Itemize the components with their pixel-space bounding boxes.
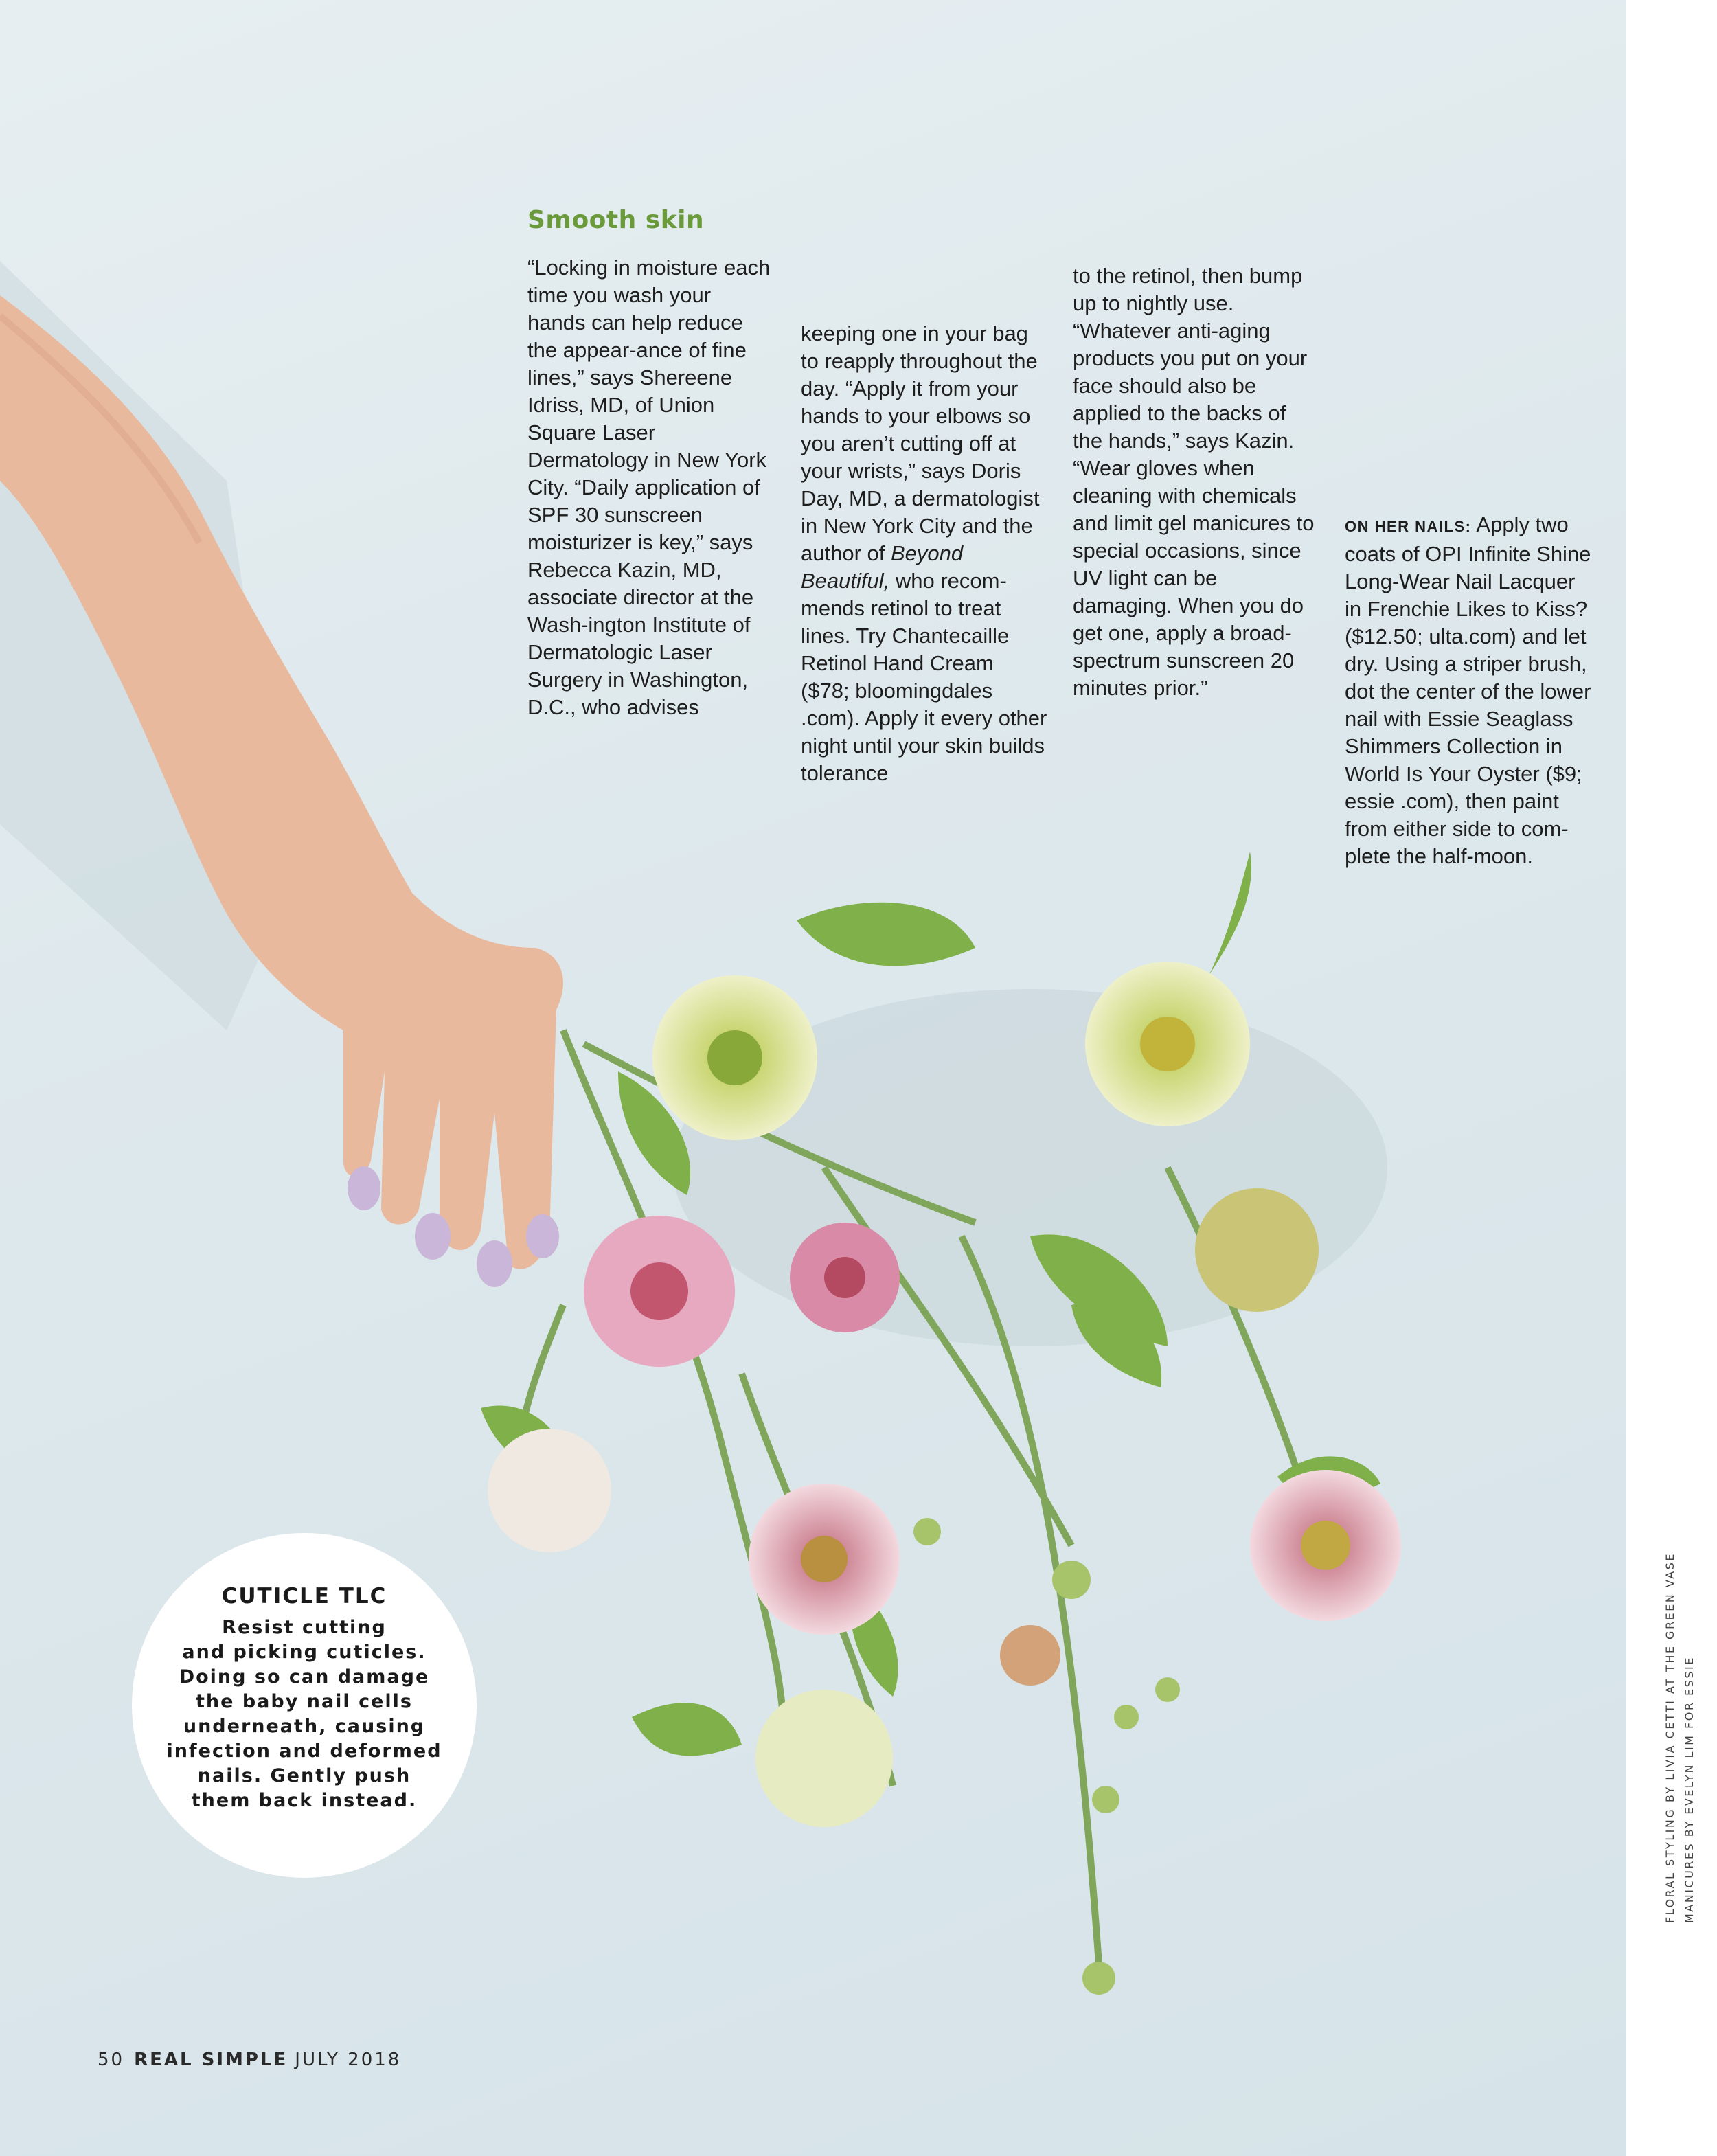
nails-caption-text xyxy=(1345,511,1592,870)
credit-line-1: FLORAL STYLING BY LIVIA CETTI AT THE GREEN VASE xyxy=(1663,1552,1676,1923)
book-title: Beyond Beautiful, xyxy=(801,541,964,593)
article-column-1 xyxy=(527,254,775,721)
cuticle-tip-body: Resist cutting and picking cuticles. Doing so can damage the baby nail cells underneath, causing infection and deformed nails. Gently push them back instead. xyxy=(166,1617,442,1811)
issue-date: JULY 2018 xyxy=(295,2050,402,2070)
article-column-3 xyxy=(1073,262,1320,702)
publication-name: REAL SIMPLE xyxy=(134,2050,288,2070)
column-2-text xyxy=(801,320,1048,787)
nails-caption-body: Apply two coats of OPI Infinite Shine Long-Wear Nail Lacquer in Frenchie Likes to Kiss? ($12.50; ulta.com) and let dry. Using a striper brush, dot the center of the lower nail with Essie Seaglass Shimmers Collection in World Is Your Oyster ($9; essie .com), then paint from either side to com-plete the half-moon. xyxy=(1345,512,1591,868)
column-1-text: “Locking in moisture each time you wash your hands can help reduce the appear-ance of fine lines,” says Shereene Idriss, MD, of Union Square Laser Dermatology in New York City. “Daily application of SPF 30 sunscreen moisturizer is key,” says Rebecca Kazin, MD, associate director at the Wash-ington Institute of Dermatologic Laser Surgery in Washington, D.C., who advises xyxy=(527,256,771,719)
column-2-text-b: who recom-mends retinol to treat lines. Try Chantecaille Retinol Hand Cream ($78; bloomingdales .com). Apply it every other night until your skin builds tolerance xyxy=(801,569,1047,785)
page-folio xyxy=(98,2050,401,2070)
credit-line-2: MANICURES BY EVELYN LIM FOR ESSIE xyxy=(1683,1656,1696,1923)
column-3-text: to the retinol, then bump up to nightly use. “Whatever anti-aging products you put on your face should also be applied to the backs of the hands,” says Kazin. “Wear gloves when cleaning with chemicals and limit gel manicures to special occasions, since UV light can be damaging. When you do get one, apply a broad-spectrum sunscreen 20 minutes prior.” xyxy=(1073,264,1315,700)
nails-caption xyxy=(1345,511,1592,870)
cuticle-tip-callout xyxy=(132,1533,477,1878)
cuticle-tip-title: CUTICLE TLC xyxy=(221,1584,387,1609)
section-heading: Smooth skin xyxy=(527,206,705,234)
column-2-text-a: keeping one in your bag to reapply throughout the day. “Apply it from your hands to your elbows so you aren’t cutting off at your wrists,” says Doris Day, MD, a dermatologist in New York City and the author of xyxy=(801,321,1040,565)
nails-caption-label: ON HER NAILS: xyxy=(1345,518,1472,535)
photo-credits xyxy=(1661,1552,1699,1923)
page-number: 50 xyxy=(98,2050,125,2070)
article-column-2 xyxy=(801,320,1048,787)
